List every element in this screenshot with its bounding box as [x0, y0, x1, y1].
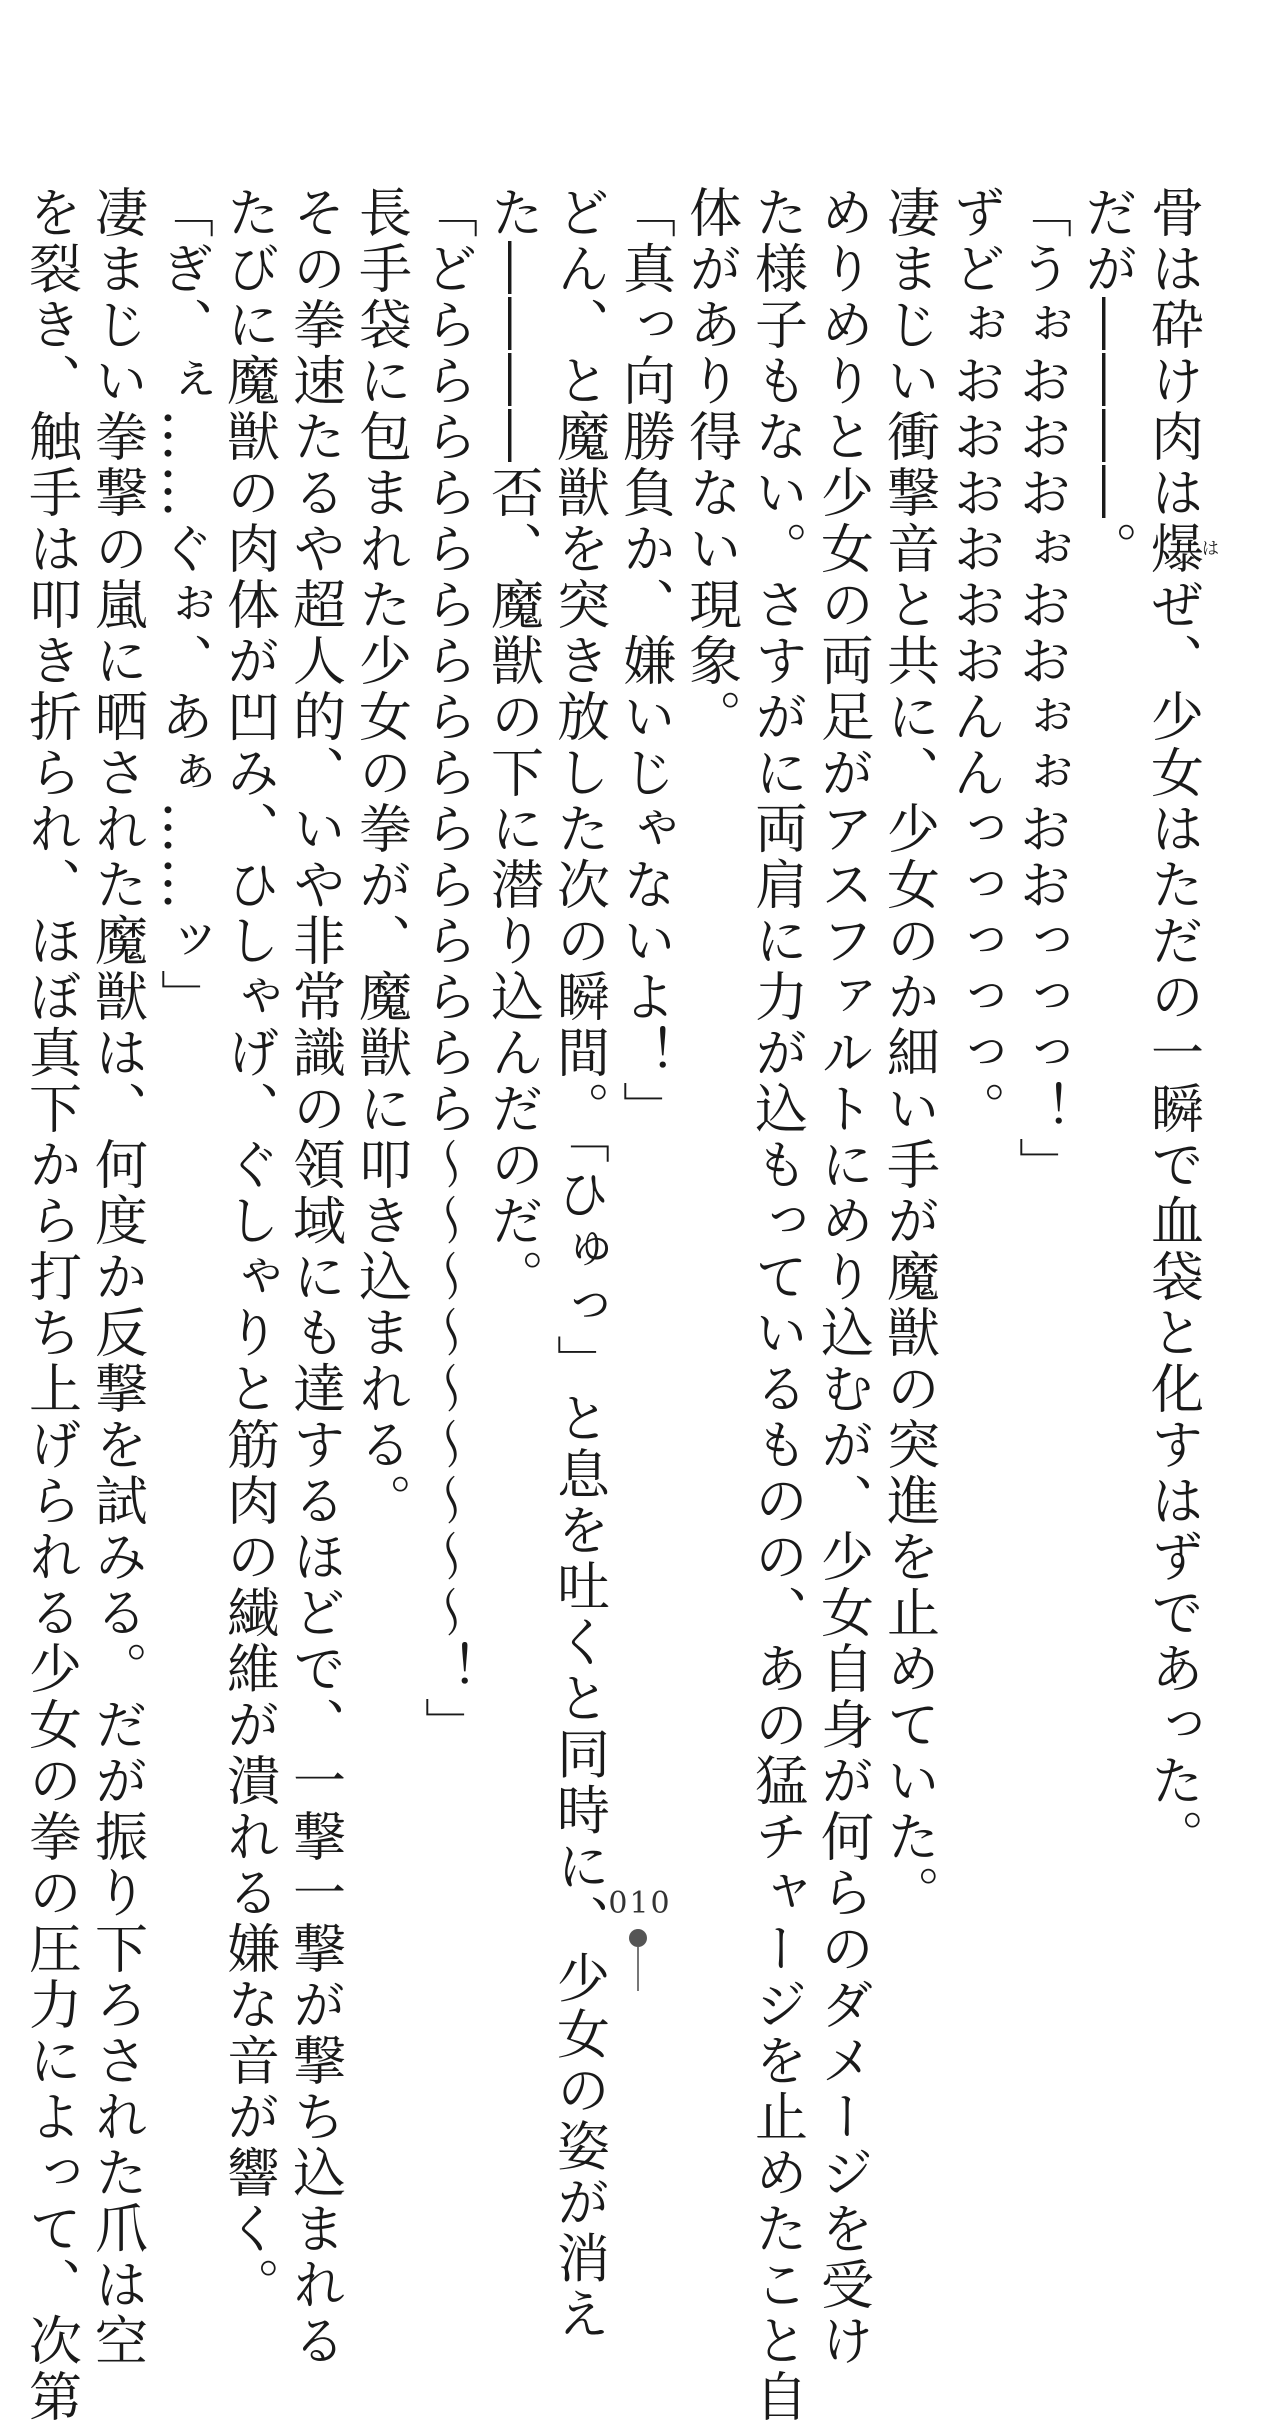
ruby-reading: は [1198, 521, 1220, 577]
text-line-14: その拳速たるや超人的、いや非常識の領域にも達するほどで、一撃一撃が撃ち込まれる [284, 185, 346, 2369]
text-line-12: 「どららららららららららららららら～～～～～～～～～！」 [416, 185, 478, 1753]
text-line-15: たびに魔獣の肉体が凹み、ひしゃげ、ぐしゃりと筋肉の繊維が潰れる嫌な音が響く。 [218, 185, 280, 2313]
ruby-annotation [1142, 521, 1220, 577]
text-line-2: だが――――。 [1076, 185, 1138, 577]
text-line-1 [1140, 185, 1220, 1865]
text-line-4: ずどぉおおおおおおんんっっっっっ。 [944, 185, 1006, 1137]
text-line-17: 凄まじい拳撃の嵐に晒された魔獣は、何度か反撃を試みる。だが振り下ろされた爪は空 [86, 185, 148, 2369]
line-1-before-ruby: 骨は砕け肉は [1142, 185, 1204, 521]
text-line-10: どん、と魔獣を突き放した次の瞬間。「ひゅっ」と息を吐くと同時に、少女の姿が消え [548, 185, 610, 2343]
page-marker-line [637, 1947, 639, 1991]
text-line-9: 「真っ向勝負か、嫌いじゃないよ！」 [614, 185, 676, 1137]
page-number: 010 [608, 1886, 672, 1921]
text-line-7: た様子もない。さすがに両肩に力が込もっているものの、あの猛チャージを止めたこと自 [746, 185, 808, 2425]
text-line-16: 「ぎ、ぇ……ぐぉ、あぁ……ッ」 [152, 185, 214, 1025]
text-line-18: を裂き、触手は叩き折られ、ほぼ真下から打ち上げられる少女の拳の圧力によって、次第 [20, 185, 82, 2425]
text-line-11: た――――否、魔獣の下に潜り込んだのだ。 [482, 185, 544, 1305]
line-1-after-ruby: ぜ、少女はただの一瞬で血袋と化すはずであった。 [1142, 577, 1204, 1865]
ruby-base: 爆 [1142, 521, 1204, 577]
text-line-3: 「うぉおおおぉおおぉぉおおっっっ！」 [1010, 185, 1072, 1193]
page-marker-dot [629, 1929, 647, 1947]
text-line-13: 長手袋に包まれた少女の拳が、魔獣に叩き込まれる。 [350, 185, 412, 1529]
text-line-6: めりめりと少女の両足がアスファルトにめり込むが、少女自身が何らのダメージを受け [812, 185, 874, 2369]
text-line-5: 凄まじい衝撃音と共に、少女のか細い手が魔獣の突進を止めていた。 [878, 185, 940, 1921]
text-line-8: 体があり得ない現象。 [680, 185, 742, 745]
